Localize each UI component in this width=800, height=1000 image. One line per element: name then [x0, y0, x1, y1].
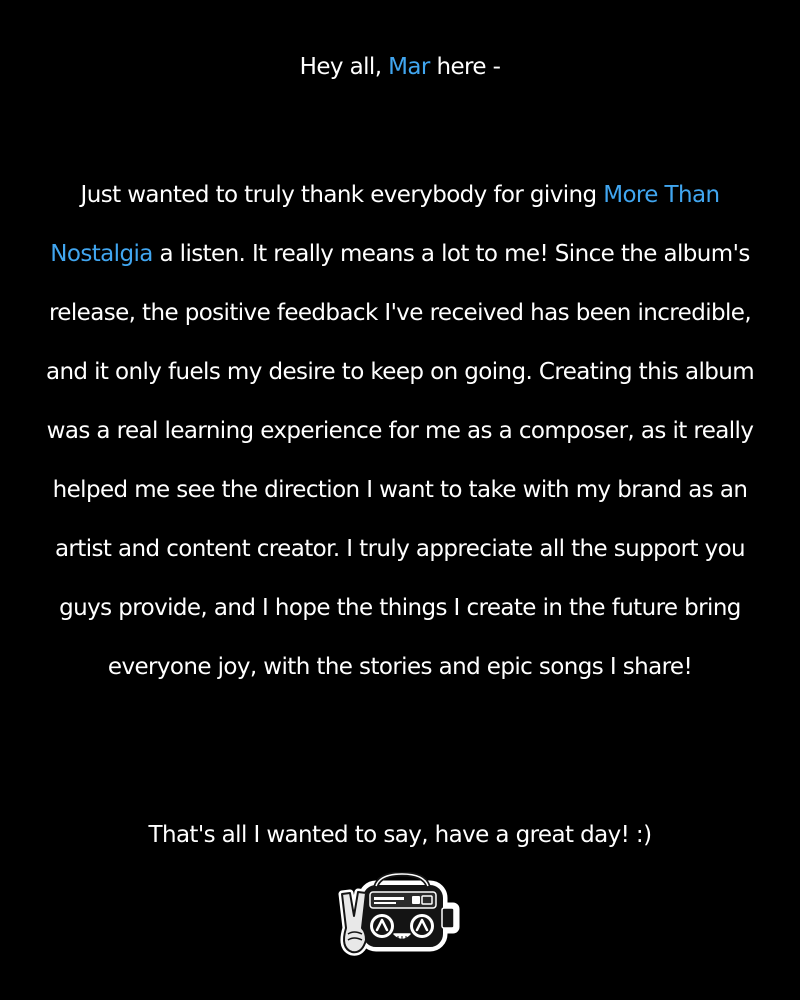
author-name: Mar	[388, 54, 430, 80]
greeting-prefix: Hey all,	[299, 54, 389, 80]
message-intro: Just wanted to truly thank everybody for giving	[80, 182, 604, 208]
message-body: a listen. It really means a lot to me! Since the album's release, the positive feedback I've received has been incredible, and it only fuels my desire to keep on going. Creating this album was a real learning experience for me as a composer, as it really helped me see the direction I want to take with my brand as an artist and content creator. I truly appreciate all the support you guys provide, and I hope the things I create in the future bring everyone joy, with the stories and epic songs I share!	[45, 241, 755, 680]
greeting-line	[0, 50, 800, 84]
peace-sign-boombox-mascot-icon	[336, 872, 466, 962]
greeting-suffix: here -	[429, 54, 501, 80]
signoff-line: That's all I wanted to say, have a great day! :)	[148, 822, 652, 848]
album-title: More Than Nostalgia	[50, 182, 720, 267]
thank-you-message	[40, 166, 760, 697]
